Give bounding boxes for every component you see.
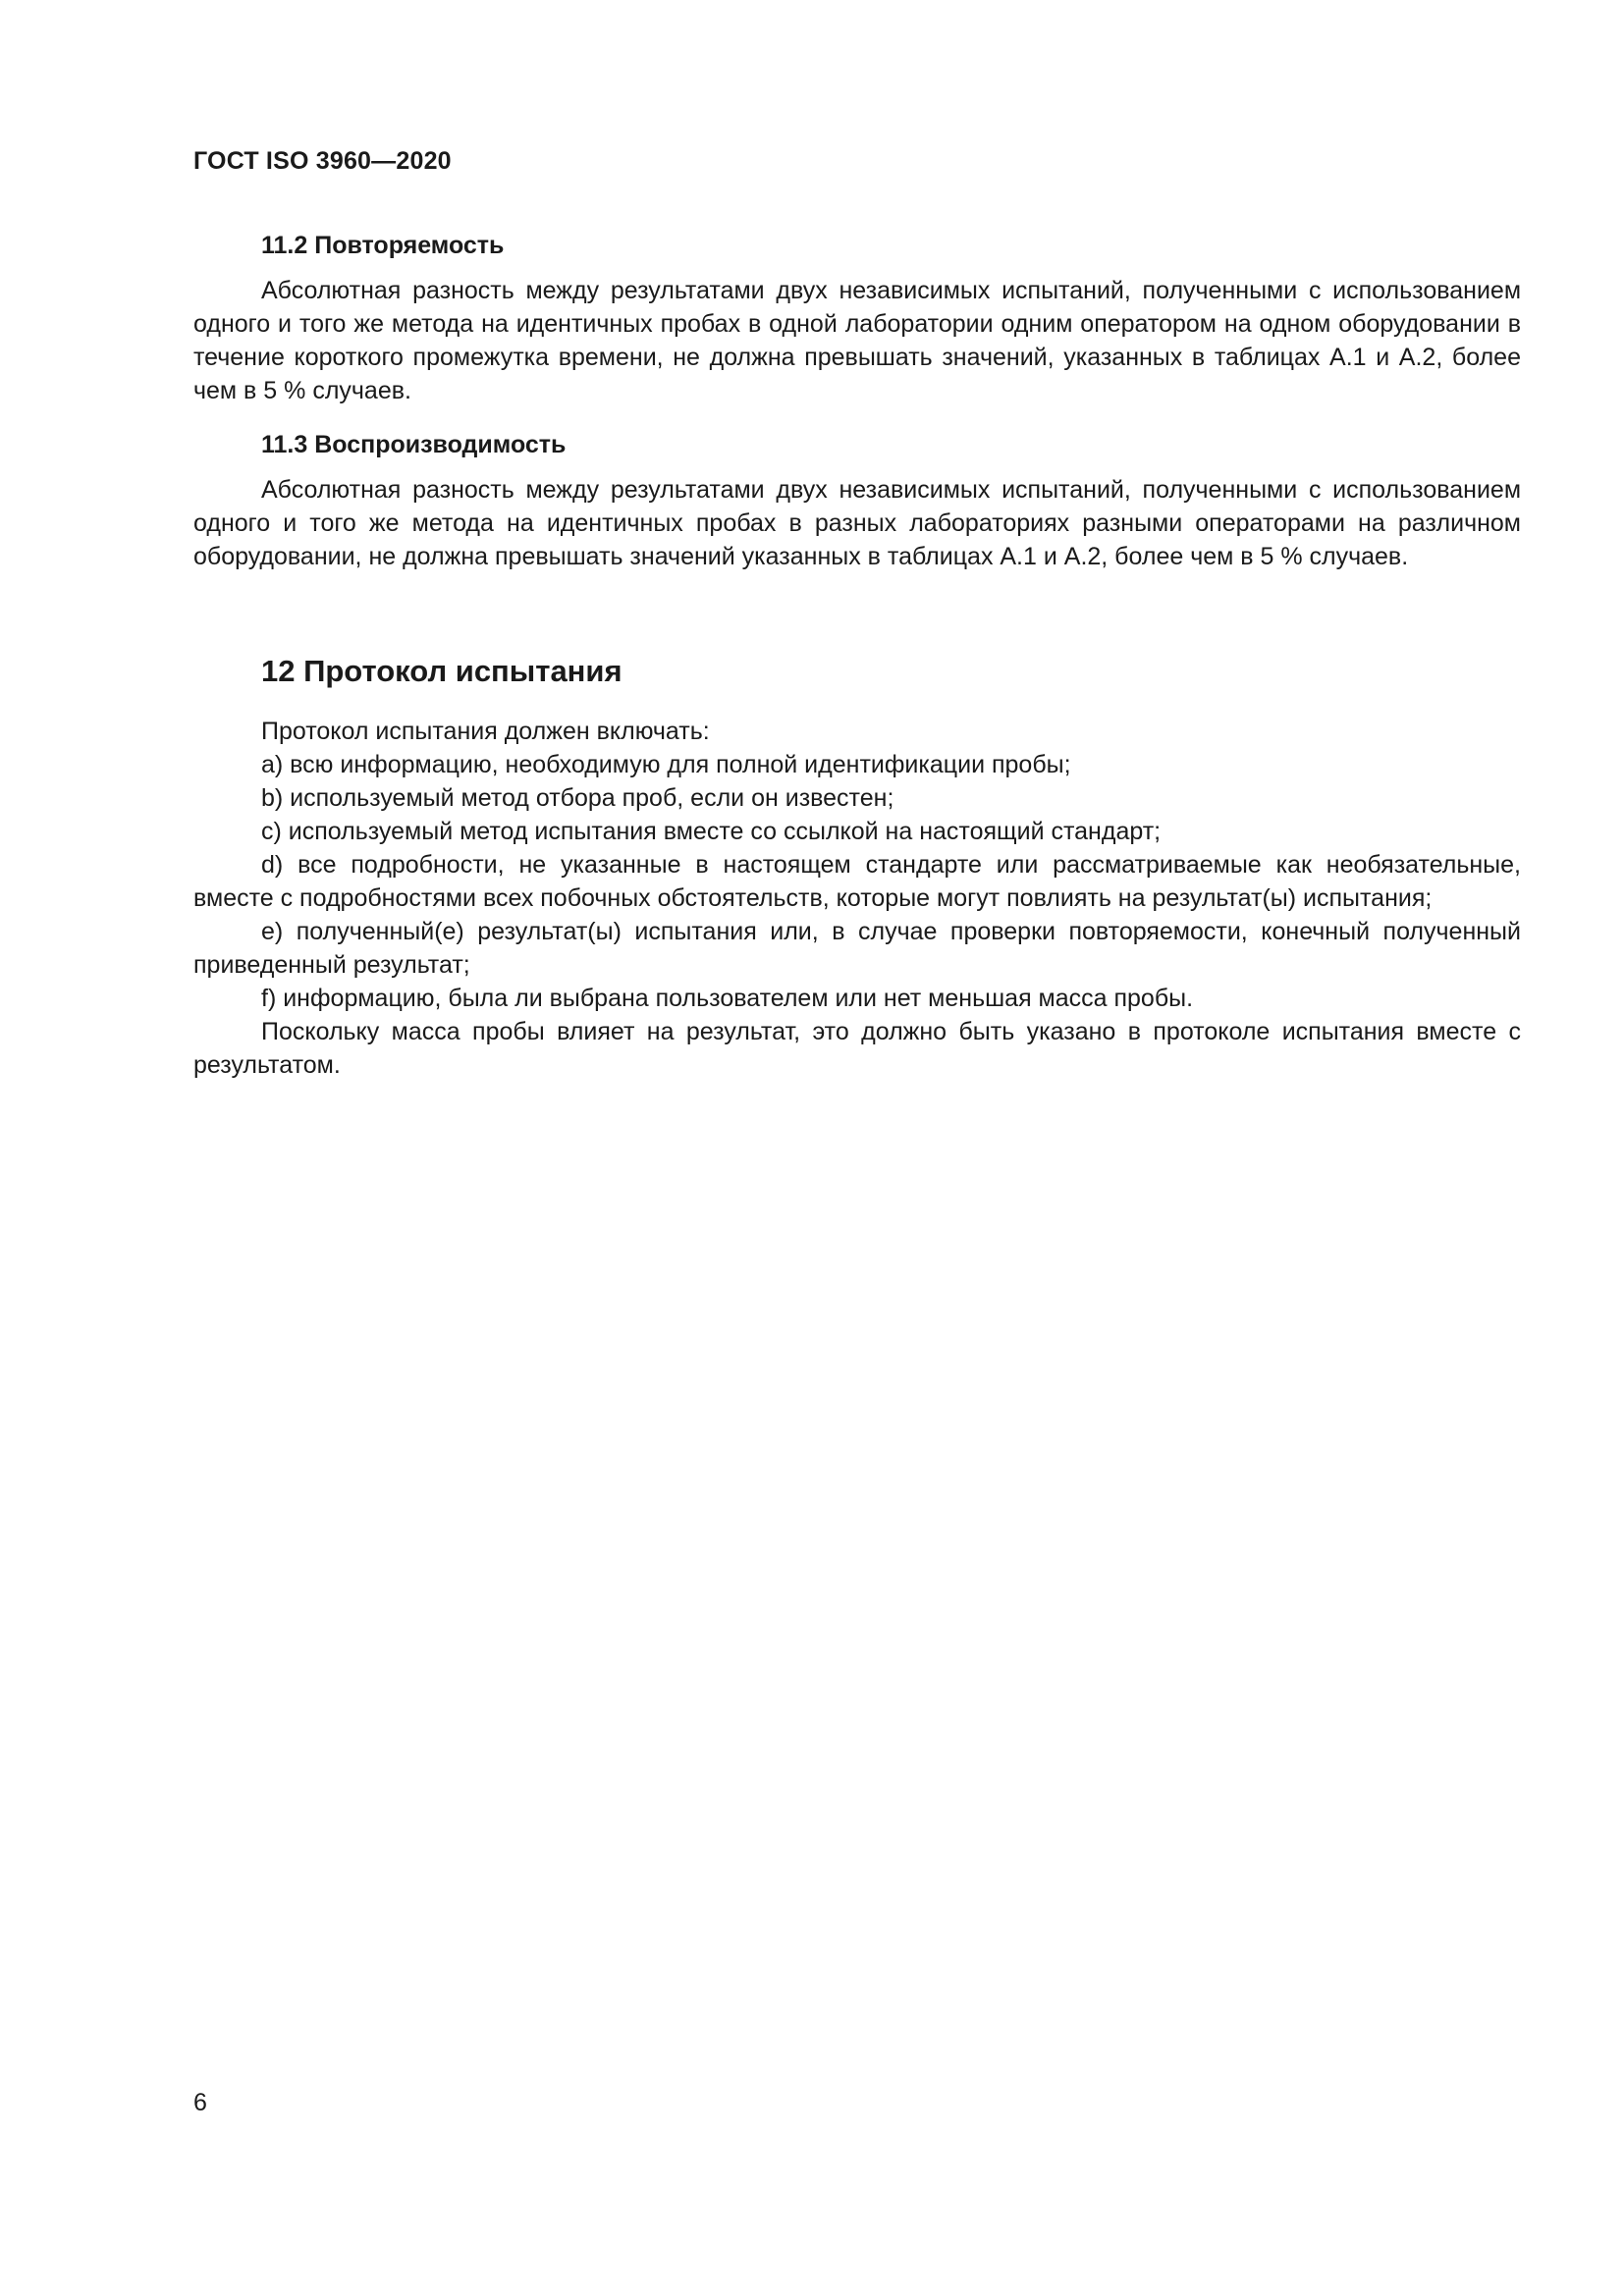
section-12-closing: Поскольку масса пробы влияет на результат, это должно быть указано в протоколе испытания вместе с результатом. bbox=[193, 1018, 1521, 1079]
list-item-a: a) всю информацию, необходимую для полной идентификации пробы; bbox=[261, 751, 1071, 778]
list-item-b: b) используемый метод отбора проб, если он известен; bbox=[261, 784, 894, 812]
section-11-2 bbox=[193, 229, 1521, 407]
section-12 bbox=[193, 652, 1521, 1082]
list-item-f: f) информацию, была ли выбрана пользователем или нет меньшая масса пробы. bbox=[261, 985, 1194, 1012]
section-11-3 bbox=[193, 428, 1521, 573]
list-item-e: e) полученный(е) результат(ы) испытания или, в случае проверки повторяемости, конечный полученный приведенный результат; bbox=[193, 918, 1521, 979]
section-11-2-text: Абсолютная разность между результатами двух независимых испытаний, полученными с использованием одного и того же метода на идентичных пробах в одной лаборатории одним оператором на одном оборудовании в течение короткого промежутка времени, не должна превышать значений, указанных в таблицах А.1 и А.2, более чем в 5 % случаев. bbox=[193, 277, 1521, 404]
page-number: 6 bbox=[193, 2089, 207, 2116]
section-11-2-title: 11.2 Повторяемость bbox=[261, 232, 505, 259]
section-11-3-text: Абсолютная разность между результатами двух независимых испытаний, полученными с использованием одного и того же метода на идентичных пробах в разных лабораториях разными операторами на различном оборудовании, не должна превышать значений указанных в таблицах А.1 и А.2, более чем в 5 % случаев. bbox=[193, 476, 1521, 570]
section-12-title: 12 Протокол испытания bbox=[261, 654, 623, 688]
section-11-3-title: 11.3 Воспроизводимость bbox=[261, 431, 567, 458]
section-12-intro: Протокол испытания должен включать: bbox=[261, 718, 710, 745]
list-item-d: d) все подробности, не указанные в настоящем стандарте или рассматриваемые как необязательные, вместе с подробностями всех побочных обстоятельств, которые могут повлиять на результат(ы) испытания; bbox=[193, 851, 1521, 912]
list-item-c: c) используемый метод испытания вместе со ссылкой на настоящий стандарт; bbox=[261, 818, 1162, 845]
document-header: ГОСТ ISO 3960—2020 bbox=[193, 147, 452, 175]
section-12-body bbox=[193, 715, 1521, 1082]
